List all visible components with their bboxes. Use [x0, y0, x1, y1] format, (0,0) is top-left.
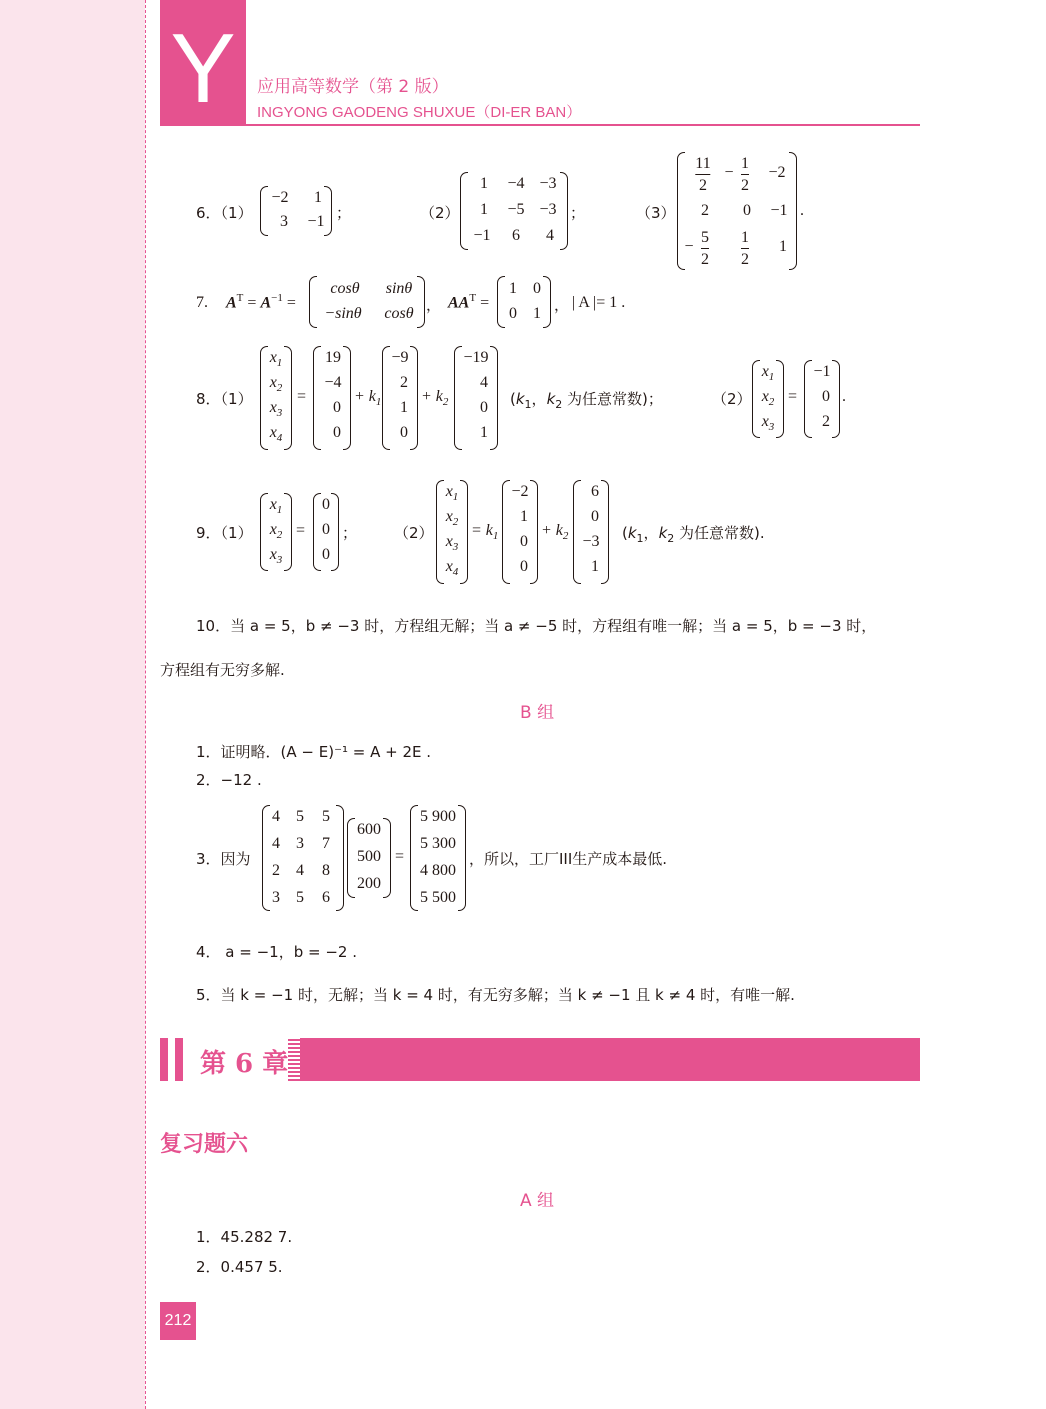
a2-answer: 2．0.457 5. [196, 1258, 283, 1276]
q7-lhs: $A^T = A^{-1}$ = [226, 292, 296, 312]
a1-answer: 1．45.282 7. [196, 1228, 293, 1246]
header-rule [160, 124, 920, 126]
q10-line1: 10．当 a = 5，b ≠ −3 时，方程组无解；当 a ≠ −5 时，方程组有唯一解；当 a = 5，b = −3 时， [196, 617, 877, 635]
q8-particular-vector: 19 −4 0 0 [313, 346, 351, 450]
b3-cost-matrix: 4 5 5 4 3 7 2 4 8 3 5 6 [262, 805, 344, 911]
q6-sep1: ； [336, 204, 352, 222]
q8-x-vector: $x_1$ $x_2$ $x_3$ $x_4$ [260, 346, 292, 450]
q8-solution-vector-2: −1 0 2 [804, 360, 840, 438]
group-a-heading: A 组 [520, 1191, 555, 1211]
q9-note: ($k_1$，$k_2$ 为任意常数). [622, 524, 765, 545]
logo-letter: Y [170, 13, 236, 123]
q9-zero-vector: 0 0 0 [313, 493, 339, 571]
b3-label: 3．因为 [196, 850, 251, 868]
q6-matrix-2: 1 −4 −3 1 −5 −3 −1 6 4 [460, 172, 568, 250]
q8-label: 8．（1） [196, 390, 253, 408]
q7-product: $AA^T$ = [448, 292, 490, 312]
q10-line2: 方程组有无穷多解. [160, 661, 285, 679]
q8-label2: （2） [712, 390, 752, 408]
page-number: 212 [160, 1302, 196, 1340]
b4-answer: 4． a = −1，b = −2 . [196, 943, 357, 961]
q8-k2: + $k_2$ [421, 388, 449, 409]
b5-answer: 5．当 k = −1 时，无解；当 k = 4 时，有无穷多解；当 k ≠ −1 且 k ≠ 4 时，有唯一解. [196, 986, 795, 1004]
q7-identity-matrix: 1 0 0 1 [497, 276, 551, 328]
book-title: 应用高等数学（第 2 版） [257, 77, 449, 97]
q8-k1: + $k_1$ [354, 388, 382, 409]
q7-rotation-matrix: cosθ sinθ −sinθ cosθ [309, 276, 425, 328]
q6-end: . [800, 202, 804, 219]
q7-comma2: ， [554, 296, 570, 314]
left-margin-strip [0, 0, 145, 1409]
dashed-margin-line [145, 0, 146, 1409]
q8-eq: = [297, 388, 307, 405]
header-logo [160, 0, 246, 125]
q8-eq2: = [788, 388, 798, 405]
q6-sep2: ； [570, 204, 586, 222]
section-title: 复习题六 [160, 1131, 249, 1157]
q6-label: 6．（1） [196, 204, 253, 222]
q8-basis-vector-1: −9 2 1 0 [382, 346, 418, 450]
b2-answer: 2．−12 . [196, 771, 262, 789]
q9-label2: （2） [394, 524, 434, 542]
q9-label: 9．（1） [196, 524, 253, 542]
q7-label: 7. [196, 294, 208, 311]
q7-determinant: | A |= 1 . [572, 294, 626, 311]
q9-x-vector: $x_1$ $x_2$ $x_3$ [260, 493, 292, 571]
q8-basis-vector-2: −19 4 0 1 [454, 346, 498, 450]
book-subtitle: INGYONG GAODENG SHUXUE（DI-ER BAN） [257, 104, 582, 121]
q9-x-vector-2: $x_1$ $x_2$ $x_3$ $x_4$ [436, 480, 468, 584]
q8-x-vector-2: $x_1$ $x_2$ $x_3$ [752, 360, 784, 438]
q7-comma: ， [426, 296, 442, 314]
q8-note: ($k_1$，$k_2$ 为任意常数)； [510, 390, 663, 411]
q6-matrix-1: −2 1 3 −1 [260, 186, 332, 236]
chapter-bar-right [175, 1038, 183, 1081]
chapter-band-fade [288, 1038, 300, 1081]
chapter-band [300, 1038, 920, 1081]
b3-conclusion: ，所以，工厂III生产成本最低. [469, 850, 668, 868]
b3-result-vector: 5 900 5 300 4 800 5 500 [410, 805, 466, 911]
b1-answer: 1．证明略．(A − E)⁻¹ = A + 2E . [196, 743, 432, 761]
group-b-heading: B 组 [520, 703, 555, 723]
q6-matrix-3: 11 2 − 1 2 −2 2 0 −1 − 5 2 1 2 1 [677, 152, 797, 270]
chapter-title: 第 6 章 [200, 1049, 289, 1079]
q9-basis-vector-1: −2 1 0 0 [502, 480, 538, 584]
q6-label2: （2） [420, 204, 460, 222]
b3-quantity-vector: 600 500 200 [347, 818, 391, 898]
q9-basis-vector-2: 6 0 −3 1 [573, 480, 609, 584]
q6-label3: （3） [636, 204, 676, 222]
chapter-bar-left [160, 1038, 168, 1081]
